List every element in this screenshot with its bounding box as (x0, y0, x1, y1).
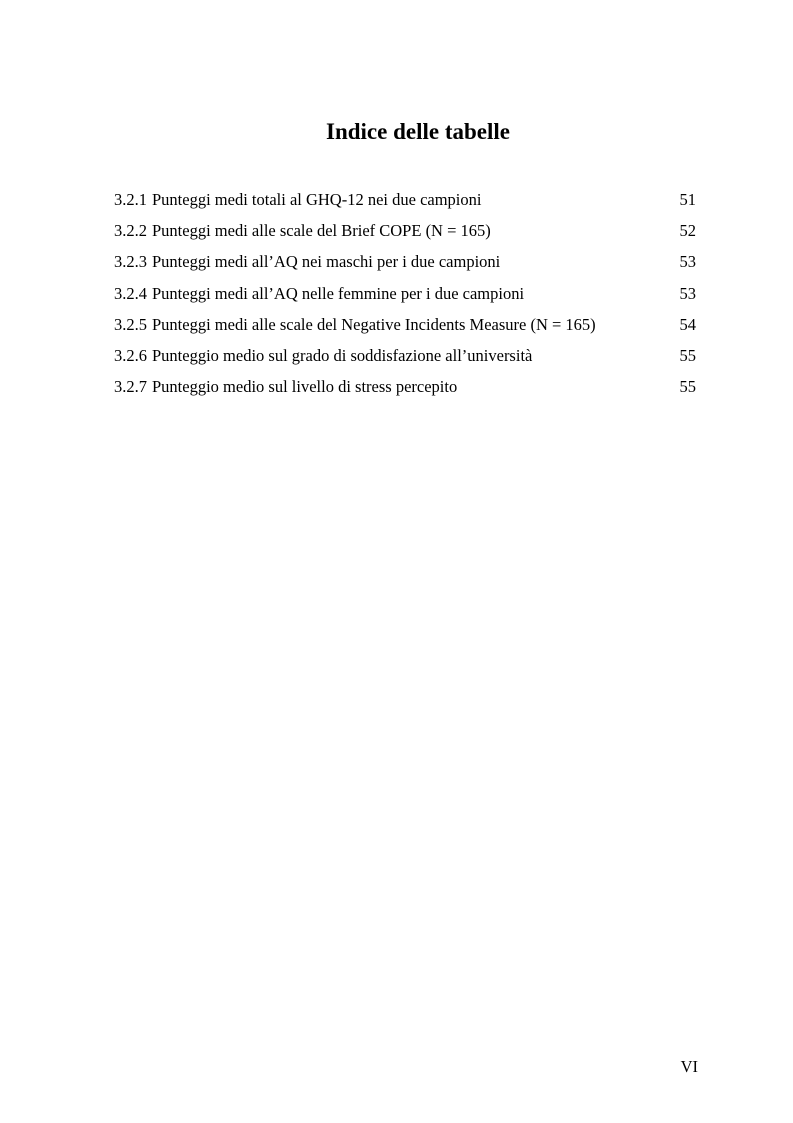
toc-entry-page: 54 (679, 314, 696, 334)
toc-entry-page: 51 (679, 190, 696, 209)
toc-entry-text (114, 249, 500, 275)
toc-entry-page: 55 (679, 377, 696, 397)
toc-entry-number: 3.2.1 (114, 190, 147, 209)
toc-entry-number: 3.2.5 (114, 314, 147, 334)
toc-entry-label: Punteggi medi totali al GHQ-12 nei due campioni (152, 190, 482, 209)
toc-entry-label: Punteggi medi alle scale del Brief COPE (N = 165) (152, 221, 491, 241)
toc-entry-text (114, 343, 532, 369)
toc-entry-label: Punteggi medi alle scale del Negative Incidents Measure (N = 165) (152, 314, 596, 334)
toc-entry-text (114, 281, 524, 307)
toc-entry-page: 55 (679, 345, 696, 365)
toc-entry[interactable] (114, 281, 696, 312)
toc-entry-page: 52 (679, 221, 696, 241)
toc-entry-text (114, 187, 481, 213)
toc-entry-label: Punteggio medio sul grado di soddisfazione all’università (152, 345, 533, 365)
toc-entry[interactable] (114, 249, 696, 280)
table-of-tables-list (114, 187, 696, 405)
toc-entry-number: 3.2.4 (114, 283, 147, 303)
toc-entry-label: Punteggi medi all’AQ nei maschi per i due campioni (152, 252, 501, 272)
toc-entry-number: 3.2.2 (114, 221, 147, 241)
page-number: VI (680, 1057, 698, 1076)
toc-entry-number: 3.2.6 (114, 345, 147, 365)
toc-entry[interactable] (114, 343, 696, 374)
toc-entry[interactable] (114, 187, 696, 218)
toc-entry-number: 3.2.3 (114, 252, 147, 272)
toc-entry[interactable] (114, 374, 696, 405)
toc-entry-page: 53 (679, 252, 696, 272)
page-title: Indice delle tabelle (326, 119, 510, 144)
toc-entry[interactable] (114, 312, 696, 343)
toc-entry-label: Punteggi medi all’AQ nelle femmine per i due campioni (152, 283, 525, 303)
toc-entry-page: 53 (679, 283, 696, 303)
toc-entry-text (114, 312, 596, 338)
toc-entry[interactable] (114, 218, 696, 249)
toc-entry-text (114, 218, 491, 244)
toc-entry-label: Punteggio medio sul livello di stress percepito (152, 377, 458, 397)
toc-entry-text (114, 374, 457, 400)
toc-entry-number: 3.2.7 (114, 377, 147, 397)
